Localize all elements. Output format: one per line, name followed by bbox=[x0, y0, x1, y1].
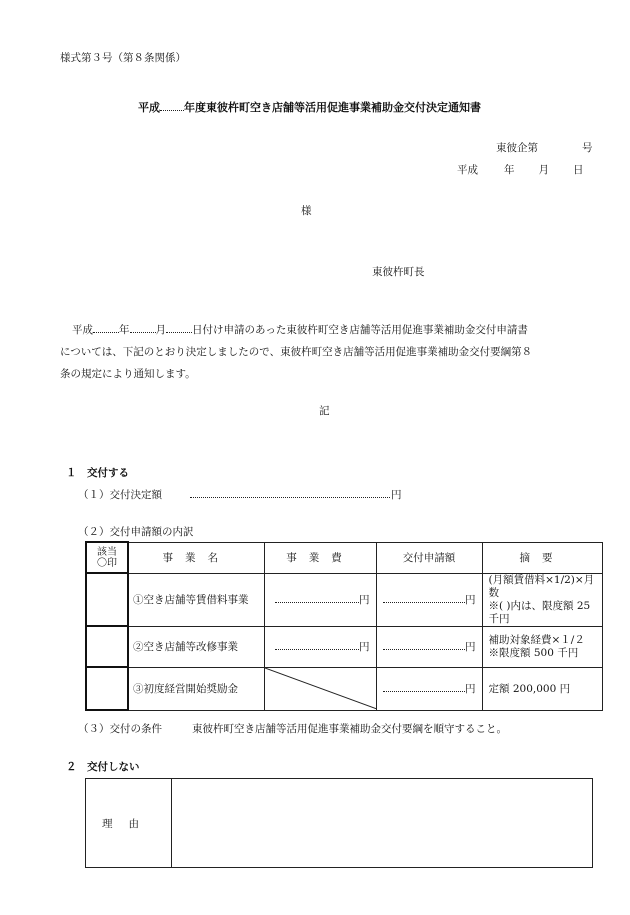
row3-amount bbox=[376, 667, 482, 710]
row3-amount-yen: 円 bbox=[465, 683, 476, 695]
conditions-text: 東彼杵町空き店舗等活用促進事業補助金交付要綱を順守すること。 bbox=[192, 723, 507, 735]
form-number: 様式第３号（第８条関係） bbox=[60, 52, 186, 64]
reason-label: 理由 bbox=[86, 779, 172, 867]
diagonal-strike bbox=[265, 668, 377, 709]
date-year: 年 bbox=[504, 164, 515, 176]
doc-number-suffix: 号 bbox=[582, 142, 593, 154]
body-line-3: 条の規定により通知します。 bbox=[60, 368, 196, 380]
ki-heading: 記 bbox=[319, 405, 330, 417]
row3-cost-na bbox=[264, 667, 376, 710]
header-amount: 交付申請額 bbox=[376, 542, 482, 573]
doc-number-label: 東彼企第 bbox=[496, 142, 538, 154]
reason-box bbox=[85, 778, 593, 868]
body-line-1 bbox=[72, 322, 528, 337]
body-month: 月 bbox=[155, 324, 166, 336]
row1-check-cell[interactable] bbox=[86, 573, 128, 626]
body-day-text: 日付け申請のあった東彼杵町空き店舗等活用促進事業補助金交付申請書 bbox=[192, 324, 528, 336]
row2-note-2: ※限度額 500 千円 bbox=[488, 646, 579, 659]
row2-amount bbox=[376, 626, 482, 667]
table-row bbox=[86, 626, 602, 667]
header-cost: 事業費 bbox=[264, 542, 376, 573]
table-header-row bbox=[86, 542, 602, 573]
reason-input-area[interactable] bbox=[173, 779, 592, 867]
row2-cost bbox=[264, 626, 376, 667]
row2-check-cell[interactable] bbox=[86, 626, 128, 667]
decision-amount-blank bbox=[190, 488, 390, 498]
row2-summary bbox=[482, 626, 602, 667]
date-day: 日 bbox=[573, 164, 584, 176]
decision-amount-field bbox=[190, 487, 402, 502]
conditions-label: （３）交付の条件 bbox=[78, 723, 162, 735]
date-era: 平成 bbox=[457, 164, 478, 176]
row1-cost bbox=[264, 573, 376, 626]
row2-amount-yen: 円 bbox=[465, 641, 476, 653]
header-check bbox=[86, 542, 128, 573]
row1-cost-yen: 円 bbox=[359, 594, 370, 606]
breakdown-table bbox=[85, 541, 603, 711]
document-number bbox=[496, 140, 593, 155]
row3-check-cell[interactable] bbox=[86, 667, 128, 710]
title-era: 平成 bbox=[138, 101, 160, 114]
date-month: 月 bbox=[538, 164, 549, 176]
breakdown-label: （２）交付申請額の内訳 bbox=[78, 526, 194, 538]
row1-summary bbox=[482, 573, 602, 626]
body-month-blank bbox=[130, 323, 156, 333]
page-title bbox=[138, 99, 481, 115]
title-text: 年度東彼杵町空き店舗等活用促進事業補助金交付決定通知書 bbox=[184, 101, 481, 114]
header-check-line1: 該当 bbox=[97, 546, 117, 558]
row3-summary: 定額 200,000 円 bbox=[482, 667, 602, 710]
section2-heading: ２ 交付しない bbox=[66, 761, 140, 773]
decision-amount-label: （１）交付決定額 bbox=[78, 489, 162, 501]
issue-date bbox=[457, 162, 584, 177]
row1-note-2: ※( )内は、限度額 25 千円 bbox=[488, 599, 591, 625]
body-day-blank bbox=[166, 323, 192, 333]
body-line-2: については、下記のとおり決定しましたので、東彼杵町空き店舗等活用促進事業補助金交付要綱第８ bbox=[60, 346, 533, 358]
decision-amount-yen: 円 bbox=[391, 489, 402, 501]
issuer-name: 東彼杵町長 bbox=[372, 266, 425, 278]
row1-amount-blank bbox=[383, 593, 465, 603]
row3-amount-blank bbox=[383, 682, 465, 692]
header-name: 事業名 bbox=[128, 542, 264, 573]
row1-amount bbox=[376, 573, 482, 626]
body-era: 平成 bbox=[72, 324, 93, 336]
row2-name: ②空き店舗等改修事業 bbox=[128, 626, 264, 667]
row2-amount-blank bbox=[383, 640, 465, 650]
header-summary: 摘要 bbox=[482, 542, 602, 573]
section1-heading: １ 交付する bbox=[66, 467, 129, 479]
row1-amount-yen: 円 bbox=[465, 594, 476, 606]
row1-note-1: (月額賃借料×1/2)×月数 bbox=[488, 573, 595, 599]
row2-cost-yen: 円 bbox=[359, 641, 370, 653]
body-year: 年 bbox=[119, 324, 130, 336]
row2-cost-blank bbox=[275, 640, 359, 650]
body-year-blank bbox=[93, 323, 119, 333]
header-check-line2: 〇印 bbox=[97, 557, 117, 569]
table-row bbox=[86, 573, 602, 626]
row1-cost-blank bbox=[275, 593, 359, 603]
row2-note-1: 補助対象経費×１/２ bbox=[488, 633, 585, 646]
table-row bbox=[86, 667, 602, 710]
title-year-blank bbox=[160, 101, 184, 111]
recipient-suffix: 様 bbox=[301, 205, 312, 217]
row1-name: ①空き店舗等賃借料事業 bbox=[128, 573, 264, 626]
row3-name: ③初度経営開始奨励金 bbox=[128, 667, 264, 710]
